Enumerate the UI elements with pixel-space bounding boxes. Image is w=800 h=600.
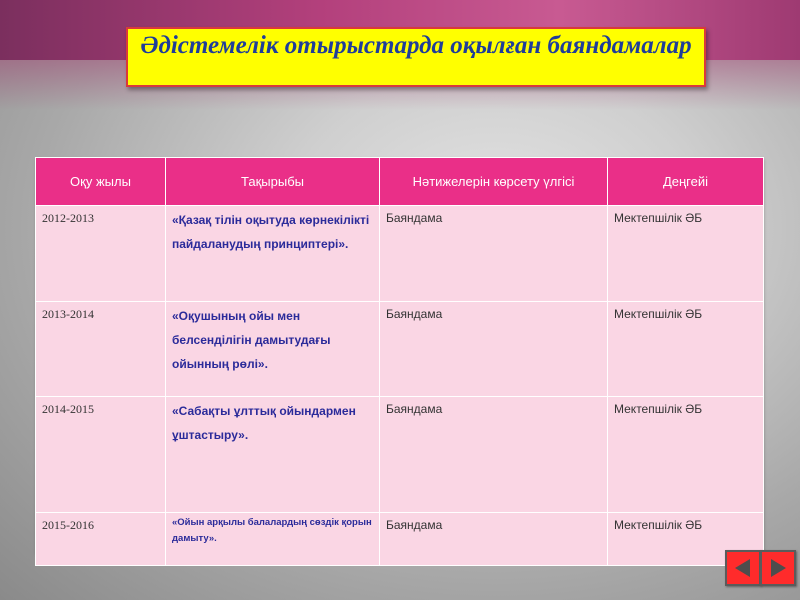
header-topic: Тақырыбы bbox=[166, 158, 380, 206]
table-header-row bbox=[36, 158, 764, 206]
cell-topic: «Қазақ тілін оқытуда көрнекілікті пайдаланудың принциптері». bbox=[166, 206, 380, 302]
header-year: Оқу жылы bbox=[36, 158, 166, 206]
cell-format: Баяндама bbox=[380, 302, 608, 397]
cell-topic: «Оқушының ойы мен белсенділігін дамытудағы ойынның рөлі». bbox=[166, 302, 380, 397]
cell-format: Баяндама bbox=[380, 397, 608, 513]
table-row bbox=[36, 302, 764, 397]
cell-year: 2014-2015 bbox=[36, 397, 166, 513]
cell-level: Мектепшілік ӘБ bbox=[608, 206, 764, 302]
cell-year: 2015-2016 bbox=[36, 513, 166, 566]
triangle-left-icon bbox=[727, 552, 759, 584]
reports-table-container bbox=[35, 157, 763, 553]
header-format: Нәтижелерін көрсету үлгісі bbox=[380, 158, 608, 206]
table-row bbox=[36, 513, 764, 566]
cell-level: Мектепшілік ӘБ bbox=[608, 397, 764, 513]
cell-year: 2012-2013 bbox=[36, 206, 166, 302]
next-slide-button[interactable] bbox=[760, 550, 796, 586]
reports-table bbox=[35, 157, 764, 566]
title-box bbox=[126, 27, 706, 87]
slide-title: Әдістемелік отырыстарда оқылған баяндамалар bbox=[140, 32, 692, 59]
previous-slide-button[interactable] bbox=[725, 550, 761, 586]
cell-topic: «Сабақты ұлттық ойындармен ұштастыру». bbox=[166, 397, 380, 513]
triangle-right-icon bbox=[762, 552, 794, 584]
cell-level: Мектепшілік ӘБ bbox=[608, 513, 764, 566]
cell-format: Баяндама bbox=[380, 513, 608, 566]
cell-format: Баяндама bbox=[380, 206, 608, 302]
header-level: Деңгейі bbox=[608, 158, 764, 206]
table-row bbox=[36, 206, 764, 302]
cell-year: 2013-2014 bbox=[36, 302, 166, 397]
cell-topic: «Ойын арқылы балалардың сөздік қорын дамыту». bbox=[166, 513, 380, 566]
cell-level: Мектепшілік ӘБ bbox=[608, 302, 764, 397]
table-row bbox=[36, 397, 764, 513]
